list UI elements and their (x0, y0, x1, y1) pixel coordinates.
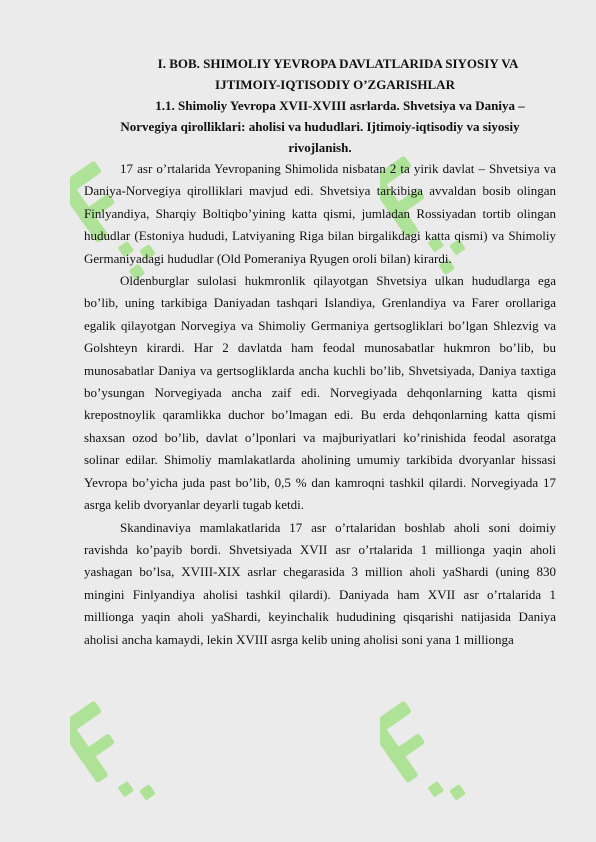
chapter-title (84, 54, 556, 95)
section-title-line: rivojlanish. (288, 140, 352, 155)
section-title (84, 95, 556, 158)
section-title-line: Norvegiya qirolliklari: aholisi va hududlari. Ijtimoiy-iqtisodiy va siyosiy (120, 119, 520, 134)
chapter-title-line: I. BOB. SHIMOLIY YEVROPA DAVLATLARIDA SIYOSIY VA (157, 56, 519, 71)
body-paragraph: Skandinaviya mamlakatlarida 17 asr o’rtalaridan boshlab aholi soni doimiy ravishda ko’payib bordi. Shvetsiyada XVII asr o’rtalarida 1 millionga yaqin aholi yashagan bo’lsa, XVIII-XIX asrlar chegarasida 3 million aholi yaShardi (uning 830 mingini Finlyandiya aholisi tashkil qilardi). Daniyada ham XVII asr o’rtalarida 1 millionga yaqin aholi yaShardi, keyinchalik hududining qisqarishi natijasida Daniya aholisi ancha kamaydi, lekin XVIII asrga kelib uning aholisi soni yana 1 millionga (84, 519, 556, 647)
section-title-line: 1.1. Shimoliy Yevropa XVII-XVIII asrlarda. Shvetsiya va Daniya – (155, 98, 525, 113)
body-paragraph: 17 asr o’rtalarida Yevropaning Shimolida nisbatan 2 ta yirik davlat – Shvetsiya va Daniya-Norvegiya qirolliklari mavjud edi. Shvetsiya tarkibiga avvaldan bosib olingan Finlyandiya, Sharqiy Boltiqbo’yining katta qismi, jumladan Rossiyadan tortib olingan hududlar (Estoniya hududi, Latviyaning Riga bilan birgalikdagi katta qismi) va Shimoliy Germaniyadagi hududlar (Old Pomeraniya Ryugen oroli bilan) kirardi. (84, 161, 556, 266)
document-body (84, 54, 556, 651)
body-paragraph: Oldenburglar sulolasi hukmronlik qilayotgan Shvetsiya ulkan hududlarga ega bo’lib, uning tarkibiga Daniyadan tashqari Islandiya, Grenlandiya va Farer orollariga egalik qilayotgan Norvegiya va Shimoliy Germaniya gertsogliklari bo’lgan Shlezvig va Golshteyn kirardi. Har 2 davlatda ham feodal munosabatlar hukmron bo’lib, bu munosabatlar Daniya va gertsogliklarda ancha kuchli bo’lib, Shvetsiyada, Daniya taxtiga bo’ysungan Norvegiyada ancha zaif edi. Norvegiyada dehqonlarning katta qismi krepostnoylik qaramlikka duchor bo’lmagan edi. Bu erda dehqonlarning katta qismi shaxsan ozod bo’lib, davlat o’lponlari va majburiyatlari ko’rinishida feodal asoratga solinar edilar. Shimoliy mamlakatlarda aholining umumiy tarkibida dvoryanlar hissasi Yevropa bo’yicha juda past bo’lib, 0,5 % dan kamroqni tashkil qilardi. Norvegiyada 17 asrga kelib dvoryanlar deyarli tugab ketdi. (84, 273, 556, 513)
watermark-logo-icon (380, 690, 470, 840)
watermark-logo-icon (70, 690, 160, 840)
chapter-title-line: IJTIMOIY-IQTISODIY O’ZGARISHLAR (215, 76, 455, 92)
